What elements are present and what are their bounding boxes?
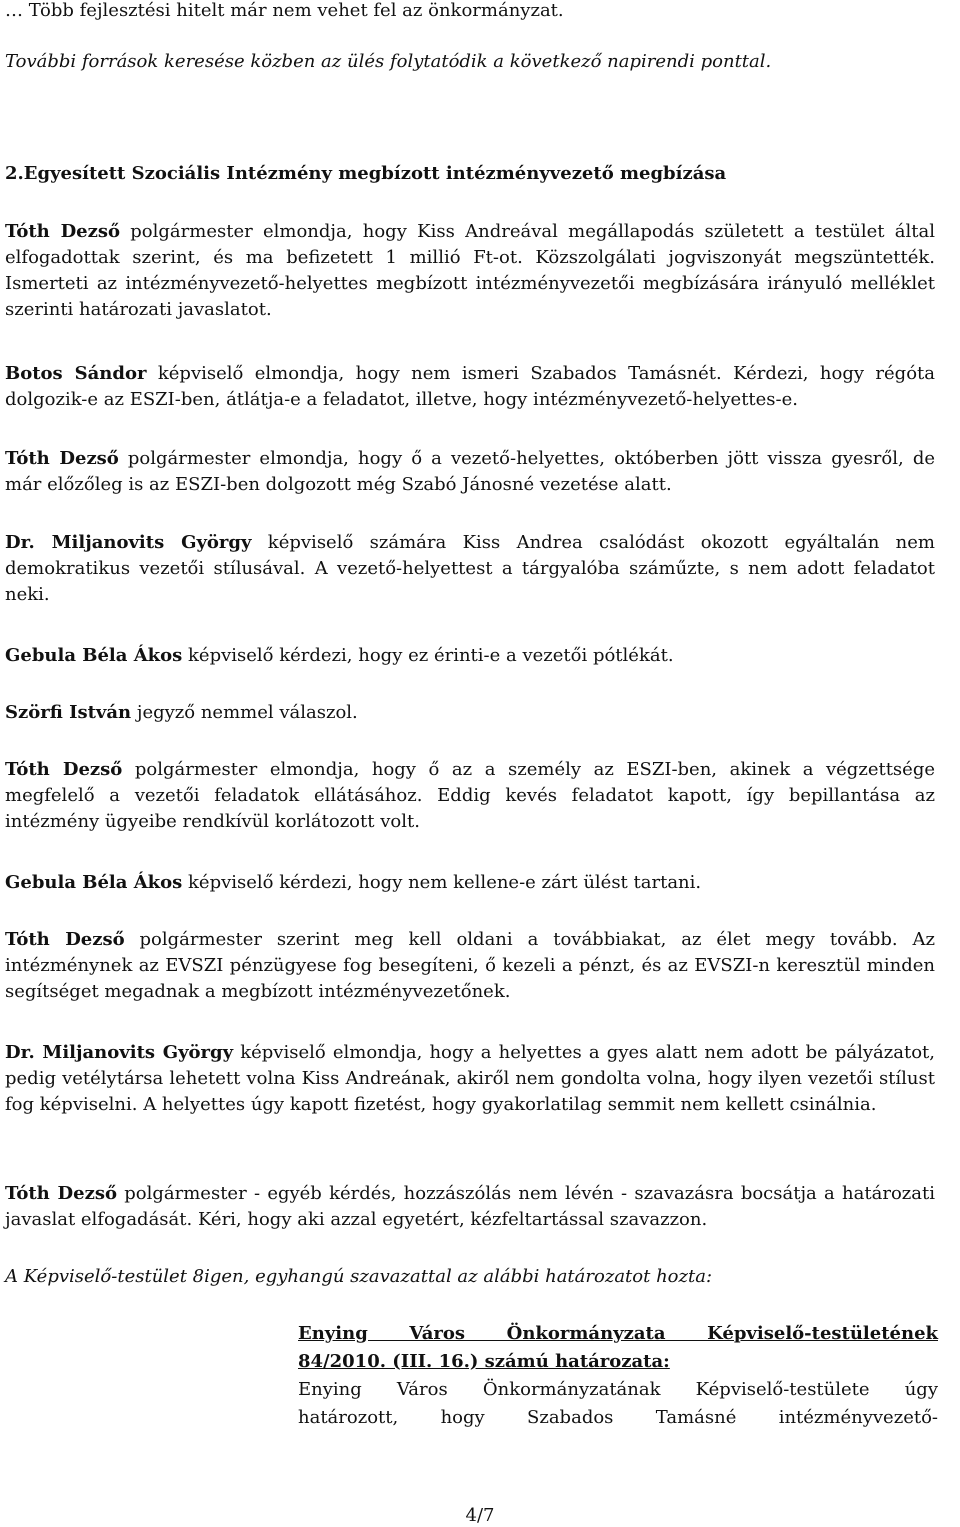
- paragraph: [5, 870, 935, 896]
- speaker-name: Tóth Dezső: [5, 448, 119, 469]
- paragraph: [5, 1040, 935, 1118]
- paragraph-text: polgármester elmondja, hogy Kiss Andreával megállapodás született a testület által elfogadottak szerint, és ma befizetett 1 millió Ft-ot. Közszolgálati jogviszonyát megszüntették. Ismerteti az intézményvezető-helyettes megbízott intézményvezetői megbízására irányuló melléklet szerinti határozati javaslatot.: [5, 221, 935, 320]
- paragraph: [5, 700, 935, 726]
- paragraph: [5, 446, 935, 498]
- resolution-number: 84/2010. (III. 16.) számú határozata:: [298, 1351, 670, 1372]
- speaker-name: Tóth Dezső: [5, 759, 123, 780]
- section-heading: 2.Egyesített Szociális Intézmény megbízott intézményvezető megbízása: [5, 163, 727, 184]
- vote-result-line: A Képviselő-testület 8igen, egyhangú szavazattal az alábbi határozatot hozta:: [5, 1266, 713, 1287]
- resolution-text-line: Enying Város Önkormányzatának Képviselő-testülete úgy: [298, 1379, 938, 1400]
- paragraph: [5, 219, 935, 323]
- paragraph-text: képviselő kérdezi, hogy ez érinti-e a vezetői pótlékát.: [182, 645, 674, 666]
- paragraph-text: képviselő elmondja, hogy a helyettes a gyes alatt nem adott be pályázatot, pedig vetélytársa lehetett volna Kiss Andreának, akiről nem gondolta volna, hogy ilyen vezetői stílust fog képviselni. A helyettes úgy kapott fizetést, hogy gyakorlatilag semmit nem kellett csinálnia.: [5, 1042, 935, 1115]
- paragraph: [5, 927, 935, 1005]
- speaker-name: Szörfi István: [5, 702, 132, 723]
- resolution-text-line: határozott, hogy Szabados Tamásné intézményvezető-: [298, 1407, 938, 1428]
- paragraph-text: képviselő számára Kiss Andrea csalódást okozott egyáltalán nem demokratikus vezetői stílusával. A vezető-helyettest a tárgyalóba száműzte, s nem adott feladatot neki.: [5, 532, 935, 605]
- speaker-name: Tóth Dezső: [5, 1183, 117, 1204]
- speaker-name: Dr. Miljanovits György: [5, 1042, 234, 1063]
- paragraph-text: polgármester elmondja, hogy ő az a személy az ESZI-ben, akinek a végzettsége megfelelő a vezetői feladatok ellátásához. Eddig kevés feladatot kapott, így bepillantása az intézmény ügyeibe rendkívül korlátozott volt.: [5, 759, 935, 832]
- paragraph: [5, 361, 935, 413]
- speaker-name: Gebula Béla Ákos: [5, 645, 183, 666]
- paragraph-text: képviselő kérdezi, hogy nem kellene-e zárt ülést tartani.: [182, 872, 702, 893]
- paragraph: [5, 643, 935, 669]
- paragraph: [5, 757, 935, 835]
- speaker-name: Dr. Miljanovits György: [5, 532, 252, 553]
- paragraph-text: polgármester szerint meg kell oldani a továbbiakat, az élet megy tovább. Az intézménynek az EVSZI pénzügyese fog besegíteni, ő kezeli a pénzt, és az EVSZI-n keresztül minden segítséget megadnak a megbízott intézményvezetőnek.: [5, 929, 935, 1002]
- speaker-name: Gebula Béla Ákos: [5, 872, 183, 893]
- resolution-block: [298, 1320, 938, 1432]
- speaker-name: Tóth Dezső: [5, 221, 120, 242]
- speaker-name: Botos Sándor: [5, 363, 147, 384]
- speaker-name: Tóth Dezső: [5, 929, 125, 950]
- paragraph: [5, 1181, 935, 1233]
- paragraph-text: képviselő elmondja, hogy nem ismeri Szabados Tamásnét. Kérdezi, hogy régóta dolgozik-e az ESZI-ben, átlátja-e a feladatot, illetve, hogy intézményvezető-helyettes-e.: [5, 363, 936, 410]
- resolution-title: Enying Város Önkormányzata Képviselő-testületének: [298, 1323, 938, 1344]
- intro-italic-line: További források keresése közben az ülés folytatódik a következő napirendi ponttal.: [5, 51, 772, 72]
- intro-line: … Több fejlesztési hitelt már nem vehet fel az önkormányzat.: [5, 0, 564, 21]
- paragraph-text: polgármester - egyéb kérdés, hozzászólás nem lévén - szavazásra bocsátja a határozati javaslat elfogadását. Kéri, hogy aki azzal egyetért, kézfeltartással szavazzon.: [5, 1183, 935, 1230]
- paragraph: [5, 530, 935, 608]
- paragraph-text: polgármester elmondja, hogy ő a vezető-helyettes, októberben jött vissza gyesről, de már előzőleg is az ESZI-ben dolgozott még Szabó Jánosné vezetése alatt.: [5, 448, 935, 495]
- paragraph-text: jegyző nemmel válaszol.: [131, 702, 358, 723]
- page-number: 4/7: [465, 1505, 495, 1526]
